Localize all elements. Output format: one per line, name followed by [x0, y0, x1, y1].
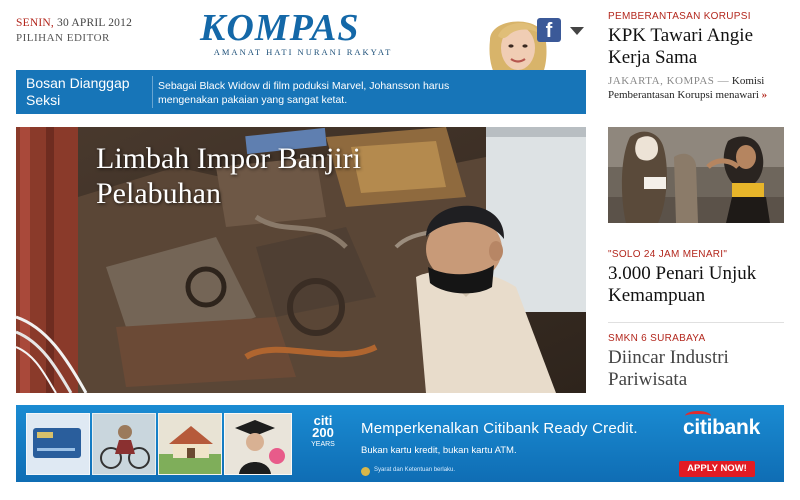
citi-logo-line2: 200	[312, 425, 334, 440]
dance-thumbnail-image[interactable]	[608, 127, 784, 223]
ad-photo-bike	[92, 413, 156, 475]
ad-footnote: Syarat dan Ketentuan berlaku.	[374, 467, 456, 473]
sidebar-story-3[interactable]	[608, 333, 784, 391]
ad-subline: Bukan kartu kredit, bukan kartu ATM.	[361, 445, 517, 456]
ad-photo-card	[26, 413, 90, 475]
sidebar-story-2[interactable]	[608, 249, 784, 307]
story-headline[interactable]: Diincar Industri Pariwisata	[608, 347, 729, 390]
sidebar-divider	[608, 322, 784, 323]
ad-photo-house	[158, 413, 222, 475]
citi-logo-line3: YEARS	[311, 441, 335, 448]
facebook-icon[interactable]: f	[537, 18, 561, 42]
ad-headline: Memperkenalkan Citibank Ready Credit.	[361, 420, 638, 437]
story-excerpt-text: Komisi Pemberantasan Korupsi menawari	[608, 75, 765, 101]
promo-divider	[152, 76, 153, 108]
citi-200-years-logo	[303, 415, 343, 451]
story-kicker[interactable]: SMKN 6 SURABAYA	[608, 333, 706, 344]
date-line	[16, 17, 132, 29]
hero-story[interactable]	[16, 127, 586, 393]
citi-logo-line1: citi	[313, 413, 333, 428]
story-kicker[interactable]: "SOLO 24 JAM MENARI"	[608, 249, 728, 260]
promo-title[interactable]: Bosan Dianggap Seksi	[26, 75, 130, 108]
citibank-ad-banner[interactable]	[16, 405, 784, 482]
apply-now-button[interactable]: APPLY NOW!	[679, 461, 755, 477]
story-excerpt	[608, 74, 784, 102]
story-kicker[interactable]: PEMBERANTASAN KORUPSI	[608, 11, 751, 22]
ad-photo-strip	[26, 413, 294, 475]
date: 30 APRIL 2012	[57, 17, 133, 29]
promo-description: Sebagai Black Widow di film poduksi Marvel, Johansson harus mengenakan pakaian yang sangat ketat.	[158, 80, 450, 106]
citi-arc-icon	[685, 411, 711, 421]
chevron-down-icon[interactable]	[570, 27, 584, 35]
logo-tagline: AMANAT HATI NURANI RAKYAT	[213, 47, 393, 57]
promo-banner[interactable]	[16, 70, 586, 114]
ad-photo-graduation	[224, 413, 292, 475]
citibank-logo	[683, 416, 760, 440]
hero-headline[interactable]: Limbah Impor Banjiri Pelabuhan	[96, 142, 361, 210]
editor-pick-label: PILIHAN EDITOR	[16, 32, 110, 44]
citibank-logo-text: citibank	[683, 416, 760, 439]
story-headline[interactable]: KPK Tawari Angie Kerja Sama	[608, 25, 754, 68]
story-headline[interactable]: 3.000 Penari Unjuk Kemampuan	[608, 263, 757, 306]
sidebar-story-1[interactable]	[608, 11, 784, 102]
kompas-logo[interactable]: KOMPAS	[200, 7, 360, 49]
day-of-week: SENIN,	[16, 17, 54, 29]
read-more-icon[interactable]: »	[761, 89, 768, 101]
story-dateline: JAKARTA, KOMPAS —	[608, 75, 730, 87]
seal-icon	[361, 467, 370, 476]
